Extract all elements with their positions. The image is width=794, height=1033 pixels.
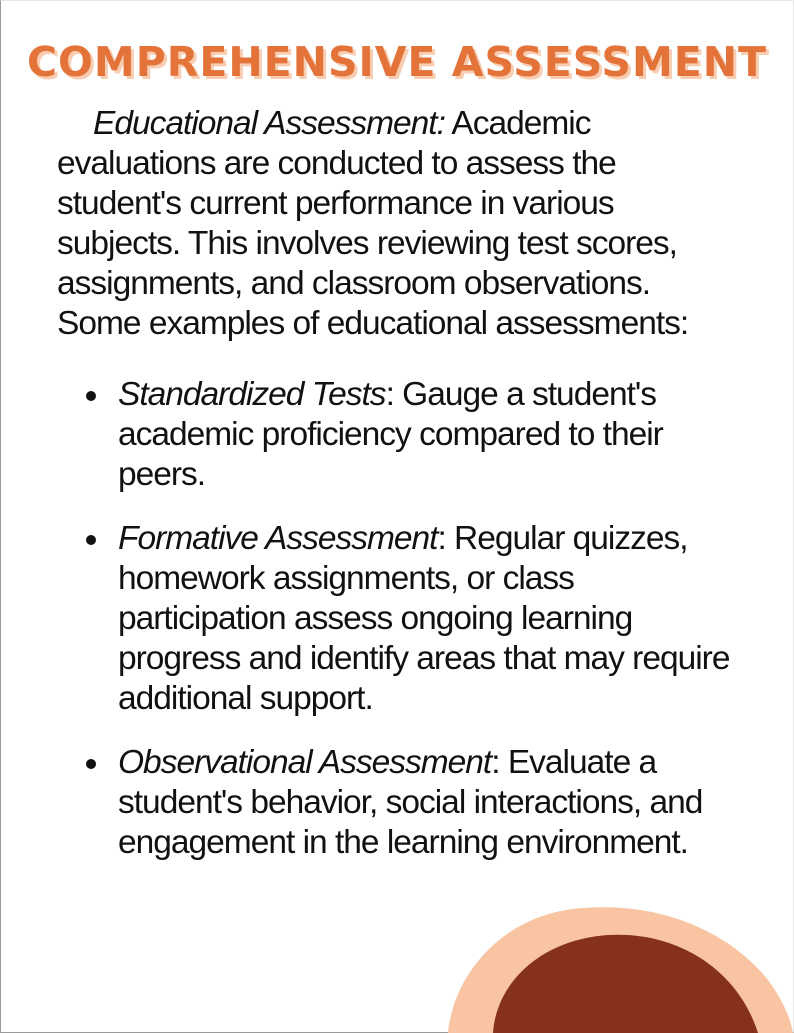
list-item-term: Observational Assessment	[118, 744, 492, 781]
bullet-icon	[86, 759, 96, 769]
intro-text: Academic evaluations are conducted to assess the student's current performance in various subjects. This involves reviewing test scores, assignments, and classroom observations. Some examples of educational assessments:	[57, 105, 689, 342]
assessment-list	[84, 375, 744, 887]
list-item-term: Standardized Tests	[118, 376, 386, 413]
list-item	[84, 375, 744, 495]
list-item-text: : Regular quizzes, homework assignments, or class participation assess ongoing learning progress and identify areas that may require additional support.	[118, 520, 730, 717]
decorative-blob	[448, 905, 793, 1033]
bullet-icon	[86, 391, 96, 401]
bullet-icon	[86, 535, 96, 545]
intro-term: Educational Assessment:	[93, 105, 445, 142]
page-title: COMPREHENSIVE ASSESSMENT	[26, 38, 768, 86]
list-item-text: : Gauge a student's academic proficiency compared to their peers.	[118, 376, 663, 493]
list-item	[84, 519, 744, 719]
list-item-term: Formative Assessment	[118, 520, 438, 557]
decorative-blob-graphic	[448, 905, 793, 1033]
list-item	[84, 743, 744, 863]
intro-paragraph	[57, 104, 737, 344]
list-item-text: : Evaluate a student's behavior, social interactions, and engagement in the learning environment.	[118, 744, 703, 861]
